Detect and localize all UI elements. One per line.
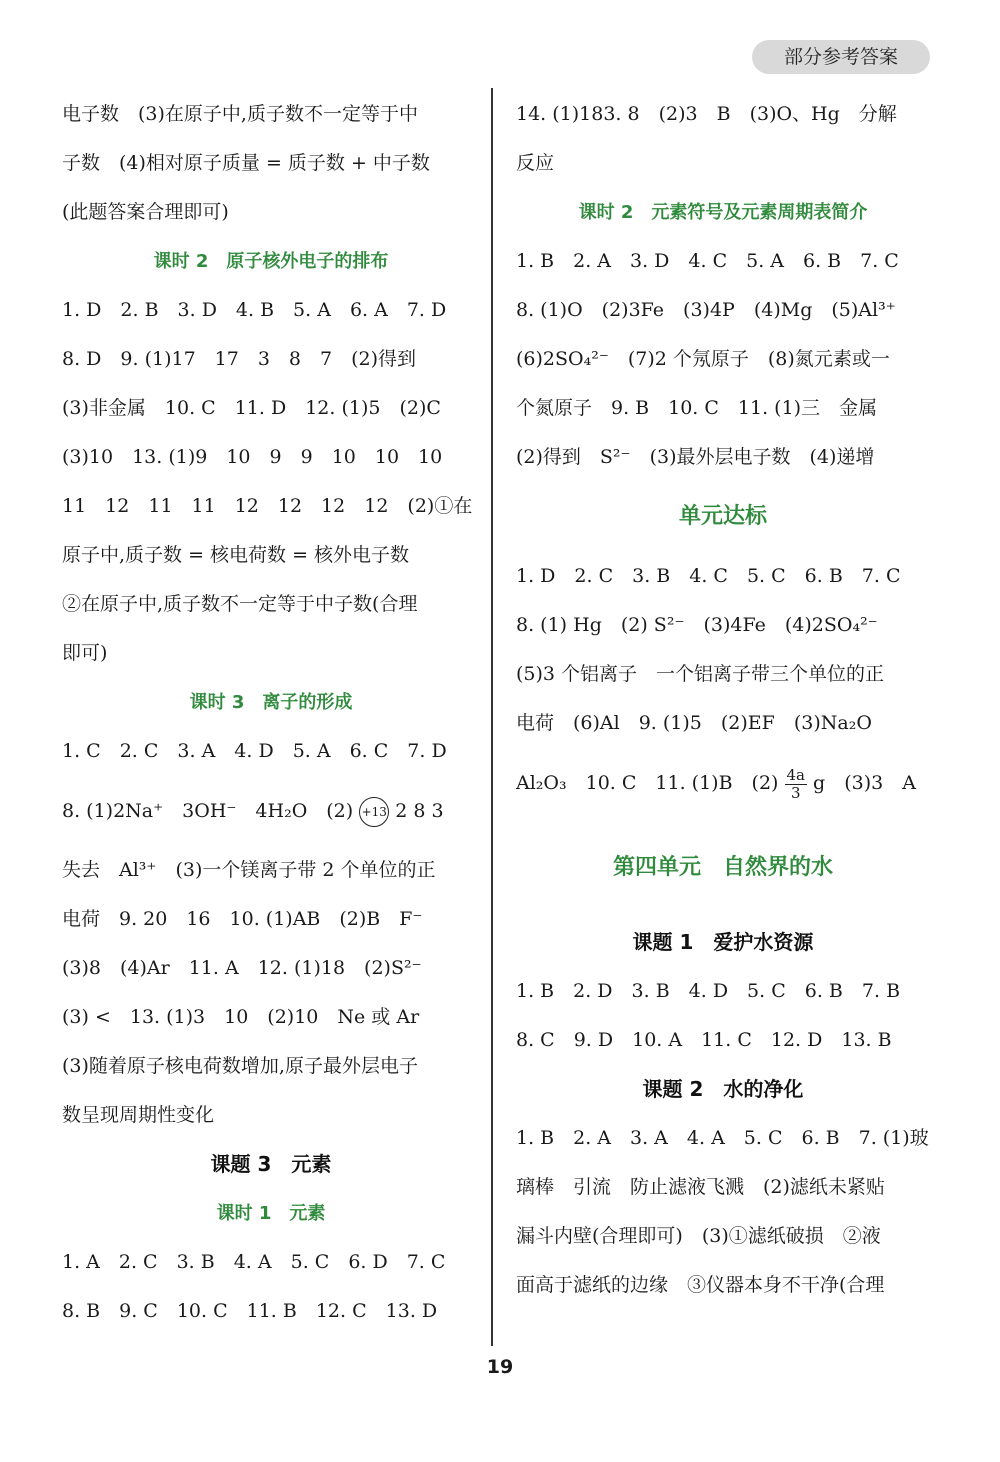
answer-text: 8. (1)2Na⁺ 3OH⁻ 4H₂O (2) xyxy=(62,800,354,822)
left-column xyxy=(62,90,480,1336)
answer-line: 即可) xyxy=(62,642,108,664)
answer-line: 1. A 2. C 3. B 4. A 5. C 6. D 7. C xyxy=(62,1251,446,1273)
answer-line: 1. D 2. B 3. D 4. B 5. A 6. A 7. D xyxy=(62,299,447,321)
answer-line: 电荷 (6)Al 9. (1)5 (2)EF (3)Na₂O xyxy=(516,712,872,734)
lesson-heading: 课时 2 原子核外电子的排布 xyxy=(153,251,389,272)
answer-line: 面高于滤纸的边缘 ③仪器本身不干净(合理 xyxy=(516,1274,885,1296)
answer-line: (3)10 13. (1)9 10 9 9 10 10 10 xyxy=(62,446,443,468)
answer-text: Al₂O₃ 10. C 11. (1)B (2) xyxy=(516,772,779,794)
page-number: 19 xyxy=(486,1356,514,1378)
answer-line: 数呈现周期性变化 xyxy=(62,1104,215,1126)
answer-line-with-fraction xyxy=(516,748,930,818)
unit-review-heading: 单元达标 xyxy=(678,504,767,529)
answer-line-with-diagram xyxy=(62,776,480,846)
answer-line: 1. B 2. A 3. A 4. A 5. C 6. B 7. (1)玻 xyxy=(516,1127,929,1149)
answer-line: 个氮原子 9. B 10. C 11. (1)三 金属 xyxy=(516,397,878,419)
answer-line: 反应 xyxy=(516,152,555,174)
answer-line: 8. D 9. (1)17 17 3 8 7 (2)得到 xyxy=(62,348,417,370)
answer-line: 电子数 (3)在原子中,质子数不一定等于中 xyxy=(62,103,418,125)
answer-line: (6)2SO₄²⁻ (7)2 个氖原子 (8)氮元素或一 xyxy=(516,348,890,370)
lesson-heading: 课时 3 离子的形成 xyxy=(189,692,353,713)
answer-line: 8. (1)O (2)3Fe (3)4P (4)Mg (5)Al³⁺ xyxy=(516,299,896,321)
lesson-heading: 课时 1 元素 xyxy=(216,1203,326,1224)
fraction xyxy=(785,767,808,802)
answer-line: 1. B 2. D 3. B 4. D 5. C 6. B 7. B xyxy=(516,980,901,1002)
answer-line: 8. (1) Hg (2) S²⁻ (3)4Fe (4)2SO₄²⁻ xyxy=(516,614,878,636)
answer-line: 漏斗内壁(合理即可) (3)①滤纸破损 ②液 xyxy=(516,1225,881,1247)
unit-heading: 第四单元 自然界的水 xyxy=(612,855,833,880)
answer-line: (3)8 (4)Ar 11. A 12. (1)18 (2)S²⁻ xyxy=(62,957,422,979)
topic-heading: 课题 2 水的净化 xyxy=(642,1077,804,1101)
answer-line: 失去 Al³⁺ (3)一个镁离子带 2 个单位的正 xyxy=(62,859,436,881)
column-divider xyxy=(491,88,493,1346)
answer-line: ②在原子中,质子数不一定等于中子数(合理 xyxy=(62,593,418,615)
topic-heading: 课题 3 元素 xyxy=(210,1152,332,1176)
answer-line: (3) < 13. (1)3 10 (2)10 Ne 或 Ar xyxy=(62,1006,420,1028)
answer-line: (2)得到 S²⁻ (3)最外层电子数 (4)递增 xyxy=(516,446,875,468)
electron-shells: 2 8 3 xyxy=(395,800,444,822)
answer-line: (5)3 个铝离子 一个铝离子带三个单位的正 xyxy=(516,663,885,685)
answer-line: 8. C 9. D 10. A 11. C 12. D 13. B xyxy=(516,1029,892,1051)
answer-line: (此题答案合理即可) xyxy=(62,201,229,223)
answer-line: (3)随着原子核电荷数增加,原子最外层电子 xyxy=(62,1055,418,1077)
lesson-heading: 课时 2 元素符号及元素周期表简介 xyxy=(578,202,868,223)
answer-line: 1. C 2. C 3. A 4. D 5. A 6. C 7. D xyxy=(62,740,447,762)
answer-text: g (3)3 A xyxy=(813,772,916,794)
topic-heading: 课题 1 爱护水资源 xyxy=(632,930,814,954)
answer-line: 电荷 9. 20 16 10. (1)AB (2)B F⁻ xyxy=(62,908,423,930)
answer-line: 原子中,质子数 = 核电荷数 = 核外电子数 xyxy=(62,544,410,566)
answer-line: 璃棒 引流 防止滤液飞溅 (2)滤纸未紧贴 xyxy=(516,1176,885,1198)
right-column xyxy=(516,90,930,1310)
answer-line: 11 12 11 11 12 12 12 12 (2)①在 xyxy=(62,495,473,517)
atom-nucleus-icon: +13 xyxy=(359,797,389,827)
answer-line: 14. (1)183. 8 (2)3 B (3)O、Hg 分解 xyxy=(516,103,897,125)
answer-line: 子数 (4)相对原子质量 = 质子数 + 中子数 xyxy=(62,152,430,174)
answer-line: 1. D 2. C 3. B 4. C 5. C 6. B 7. C xyxy=(516,565,901,587)
section-badge: 部分参考答案 xyxy=(752,40,930,74)
fraction-denominator: 3 xyxy=(790,783,801,802)
fraction-numerator: 4a xyxy=(786,765,805,784)
answer-line: 1. B 2. A 3. D 4. C 5. A 6. B 7. C xyxy=(516,250,899,272)
answer-line: (3)非金属 10. C 11. D 12. (1)5 (2)C xyxy=(62,397,441,419)
answer-line: 8. B 9. C 10. C 11. B 12. C 13. D xyxy=(62,1300,438,1322)
